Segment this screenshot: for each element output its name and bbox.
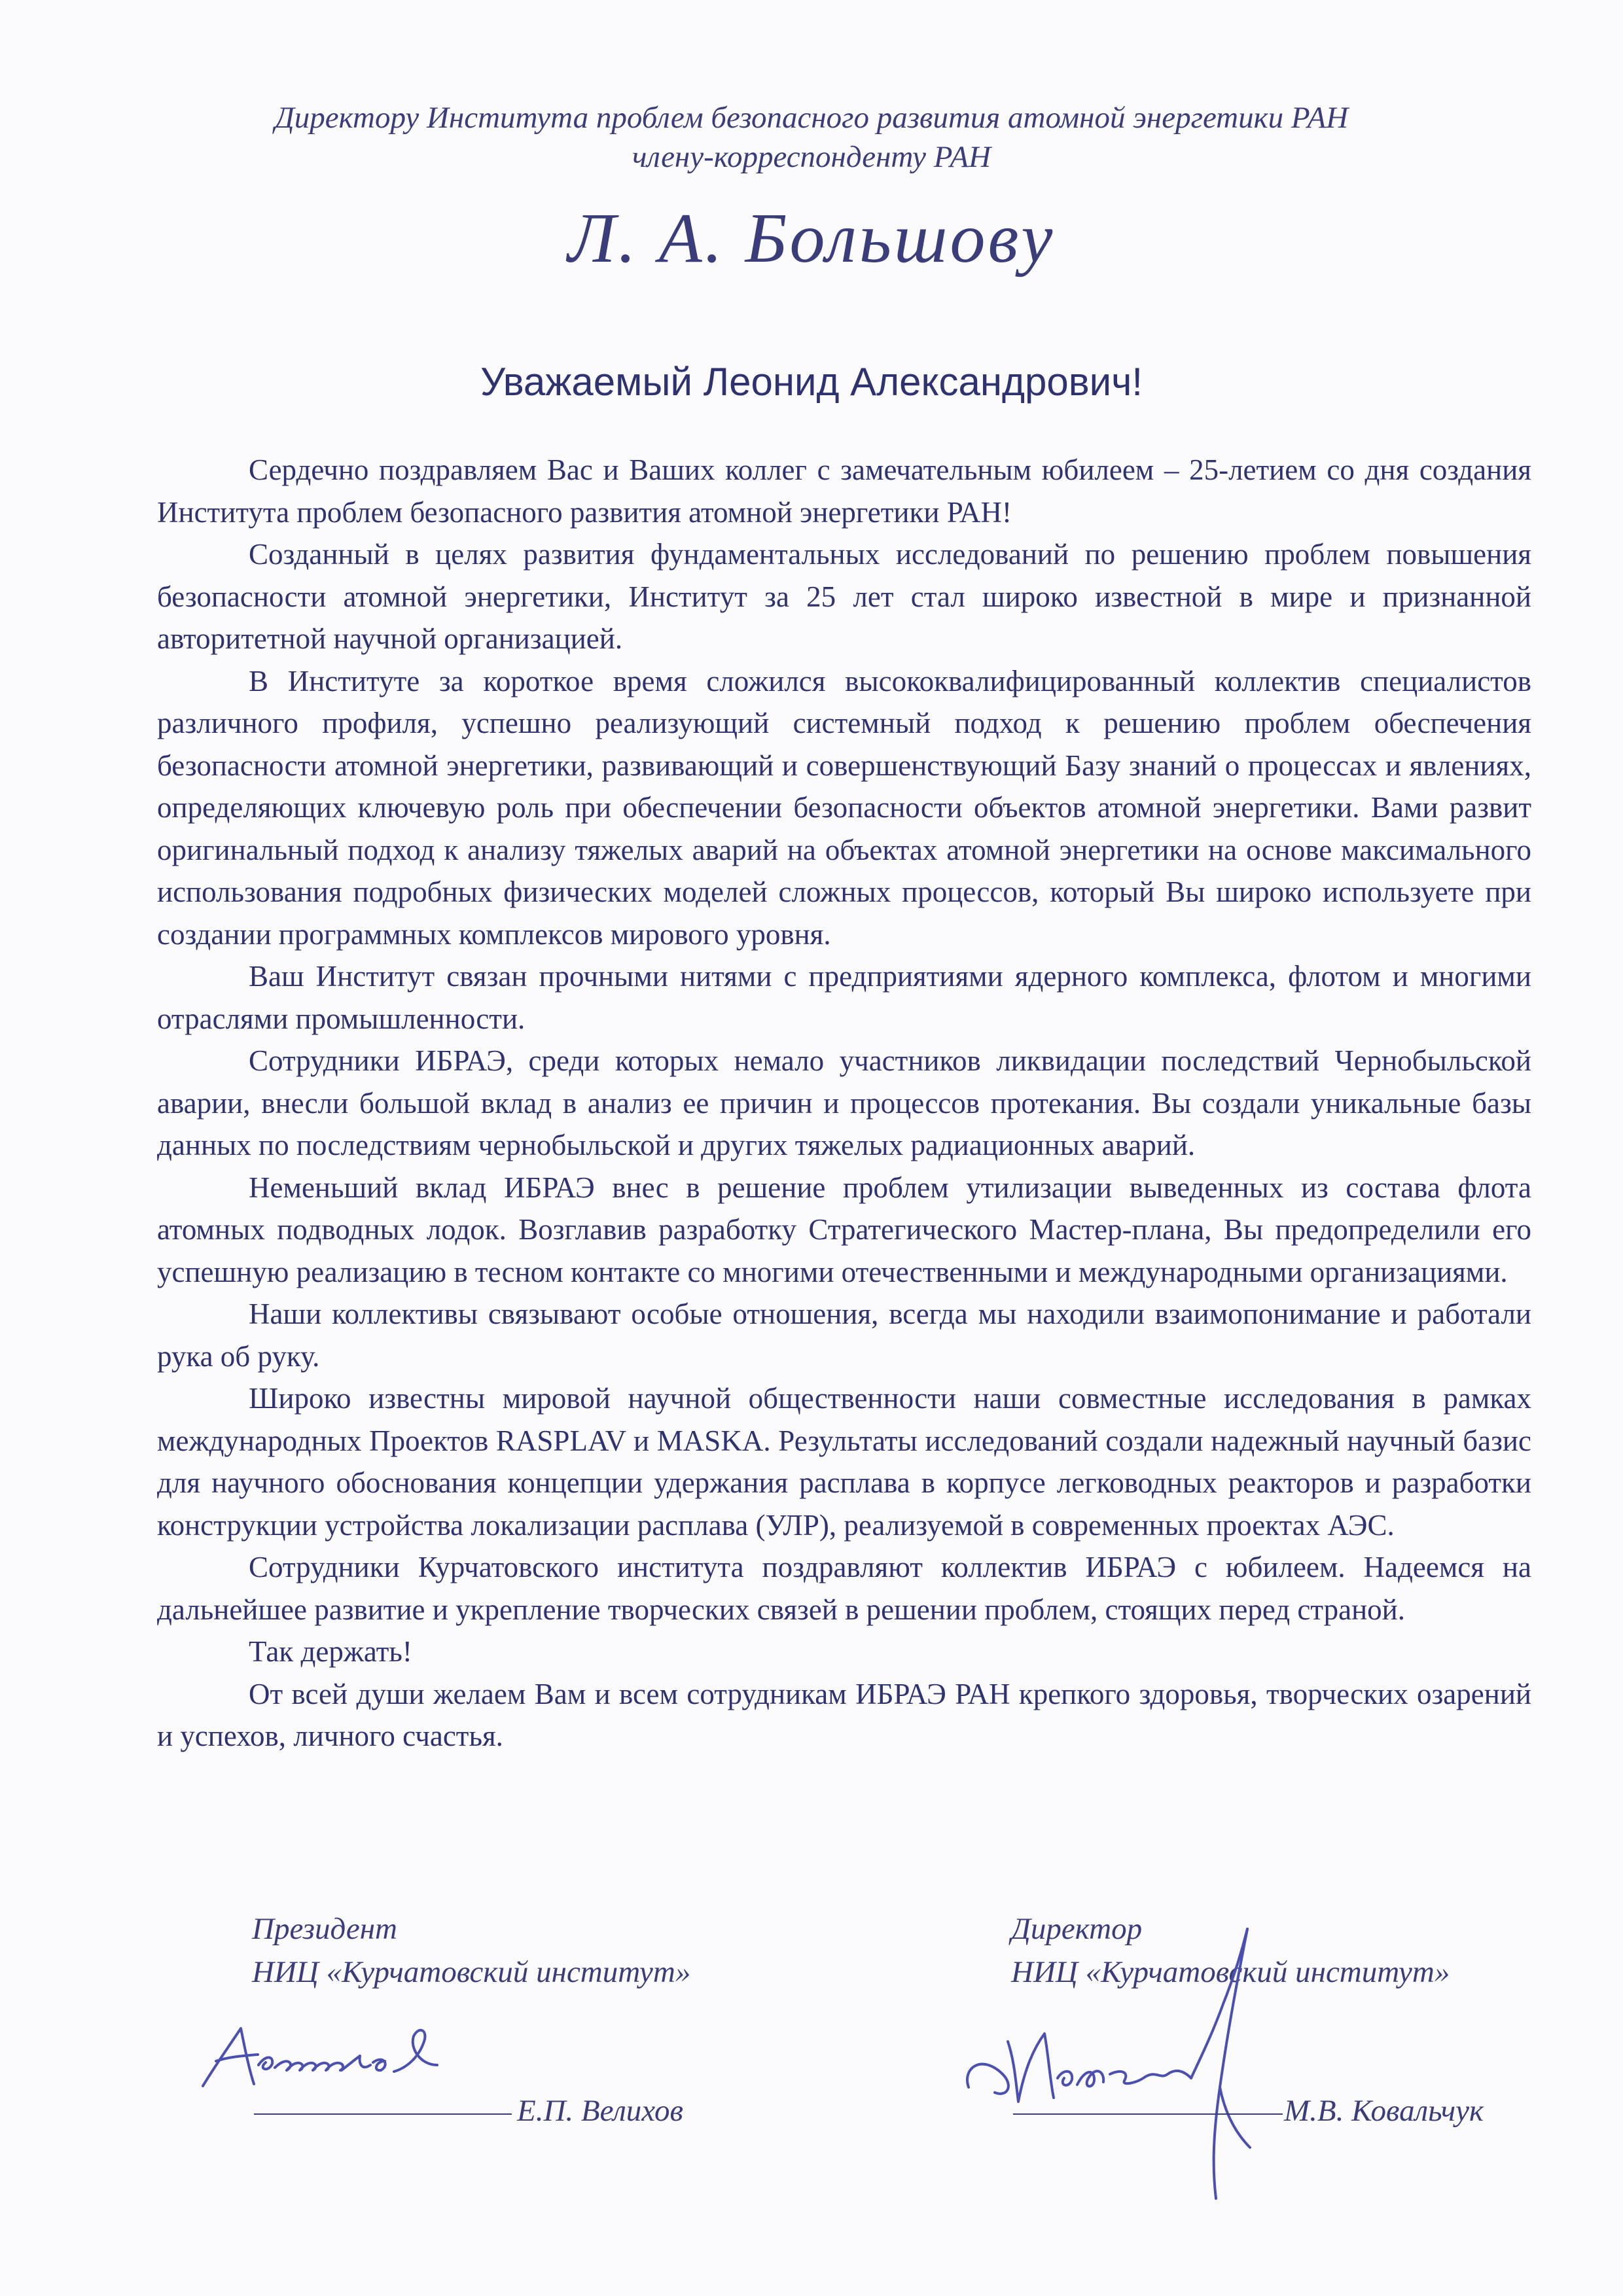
signatory-left-name: Е.П. Велихов [517, 2094, 683, 2128]
paragraph: Так держать! [249, 1635, 412, 1668]
letter-header [0, 98, 1623, 177]
signatory-left [252, 1907, 690, 1994]
paragraph: Широко известны мировой научной общественности наши совместные исследования в рамках международных Проектов RASPLAV и MASKA. Результаты исследований создали надежный научный базис для научного обоснования концепции удержания расплава в корпусе легководных реакторов и разработки конструкции устройства локализации расплава (УЛР), реализуемой в современных проектах АЭС. [157, 1382, 1531, 1542]
paragraph: Сотрудники ИБРАЭ, среди которых немало участников ликвидации последствий Чернобыльской аварии, внесли большой вклад в анализ ее причин и процессов протекания. Вы создали уникальные базы данных по последствиям чернобыльской и других тяжелых радиационных аварий. [157, 1044, 1531, 1161]
recipient-position: Директору Института проблем безопасного развития атомной энергетики РАН [274, 101, 1349, 135]
signature-left-graphic [177, 2002, 543, 2100]
signatory-right-org: НИЦ «Курчатовский институт» [1011, 1955, 1450, 1989]
salutation: Уважаемый Леонид Александрович! [480, 360, 1143, 404]
paragraph: Созданный в целях развития фундаментальных исследований по решению проблем повышения безопасности атомной энергетики, Институт за 25 лет стал широко известной в мире и признанной авторитетной научной организацией. [157, 538, 1531, 655]
signatory-right-name: М.В. Ковальчук [1284, 2094, 1484, 2128]
paragraph: Наши коллективы связывают особые отношения, всегда мы находили взаимопонимание и работали рука об руку. [157, 1298, 1531, 1373]
paragraph: Неменьший вклад ИБРАЭ внес в решение проблем утилизации выведенных из состава флота атомных подводных лодок. Возглавив разработку Стратегического Мастер-плана, Вы предопределили его успешную реализацию в тесном контакте со многими отечественными и международными организациями. [157, 1171, 1531, 1288]
signatory-left-org: НИЦ «Курчатовский институт» [252, 1955, 691, 1989]
signature-right-line [1013, 2113, 1283, 2115]
signatory-left-title: Президент [252, 1912, 397, 1946]
signature-left-line [254, 2113, 512, 2115]
paragraph: В Институте за короткое время сложился высококвалифицированный коллектив специалистов различного профиля, успешно реализующий системный подход к решению проблем обеспечения безопасности атомной энергетики, развивающий и совершенствующий Базу знаний о процессах и явлениях, определяющих ключевую роль при обеспечении безопасности объектов атомной энергетики. Вами развит оригинальный подход к анализу тяжелых аварий на объектах атомной энергетики на основе максимального использования подробных физических моделей сложных процессов, который Вы широко используете при создании программных комплексов мирового уровня. [157, 664, 1531, 951]
signatory-right-title: Директор [1011, 1912, 1143, 1946]
recipient-rank: члену-корреспонденту РАН [632, 140, 991, 174]
paragraph: От всей души желаем Вам и всем сотрудникам ИБРАЭ РАН крепкого здоровья, творческих озарений и успехов, личного счастья. [157, 1677, 1531, 1752]
signature-right-graphic [942, 1917, 1348, 2205]
paragraph: Сердечно поздравляем Вас и Ваших коллег с замечательным юбилеем – 25-летием со дня создания Института проблем безопасного развития атомной энергетики РАН! [157, 453, 1531, 529]
recipient-name: Л. А. Большову [567, 200, 1056, 277]
letter-body [157, 449, 1531, 1757]
paragraph: Ваш Институт связан прочными нитями с предприятиями ядерного комплекса, флотом и многими отраслями промышленности. [157, 960, 1531, 1035]
paragraph: Сотрудники Курчатовского института поздравляют коллектив ИБРАЭ с юбилеем. Надеемся на дальнейшее развитие и укрепление творческих связей в решении проблем, стоящих перед страной. [157, 1551, 1531, 1626]
